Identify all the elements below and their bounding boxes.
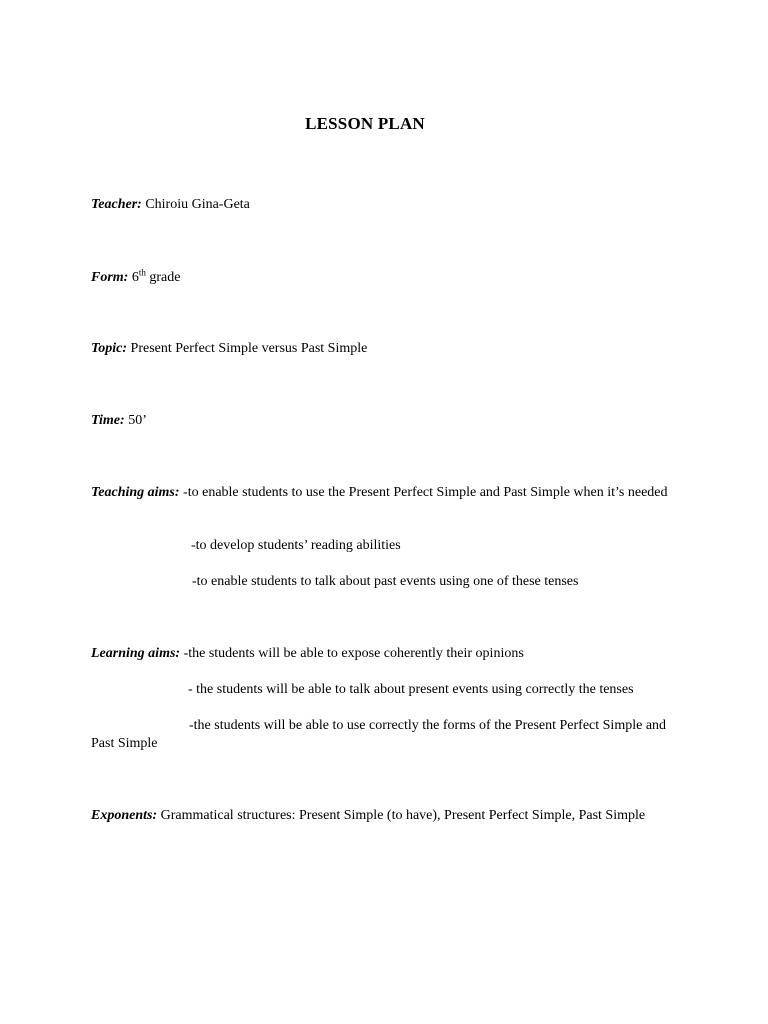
learning-aim-item: -the students will be able to use correctly the forms of the Present Perfect Simple and Past Simple [91, 718, 667, 751]
teaching-aim-item: -to develop students’ reading abilities [191, 538, 401, 553]
teacher-value: Chiroiu Gina-Geta [145, 197, 250, 212]
form-ordinal-suffix: th [138, 267, 146, 278]
teacher-label: Teacher: [91, 197, 142, 212]
exponents-label: Exponents: [91, 808, 158, 823]
form-line [91, 269, 691, 287]
exponents-value: Grammatical structures: Present Simple (to have), Present Perfect Simple, Past Simple [160, 808, 646, 823]
form-number: 6 [131, 270, 139, 285]
learning-aims-label: Learning aims: [91, 646, 181, 661]
teaching-aims-label: Teaching aims: [91, 485, 180, 500]
form-label: Form: [91, 270, 129, 285]
page-title: LESSON PLAN [305, 114, 425, 133]
topic-value: Present Perfect Simple versus Past Simple [130, 341, 368, 356]
topic-label: Topic: [91, 341, 128, 356]
time-line [91, 412, 691, 430]
time-value: 50’ [128, 413, 147, 428]
topic-line [91, 340, 691, 358]
teacher-line [91, 196, 691, 214]
exponents-line [91, 807, 691, 825]
learning-aims-line [91, 645, 691, 663]
form-unit: grade [149, 270, 181, 285]
teaching-aims-line [91, 484, 691, 502]
teaching-aim-item: -to enable students to talk about past events using one of these tenses [192, 574, 579, 589]
time-label: Time: [91, 413, 125, 428]
learning-aim-item: - the students will be able to talk about present events using correctly the tenses [188, 682, 634, 697]
learning-aim-item: -the students will be able to expose coherently their opinions [183, 646, 524, 661]
teaching-aim-item: -to enable students to use the Present Perfect Simple and Past Simple when it’s needed [183, 485, 668, 500]
